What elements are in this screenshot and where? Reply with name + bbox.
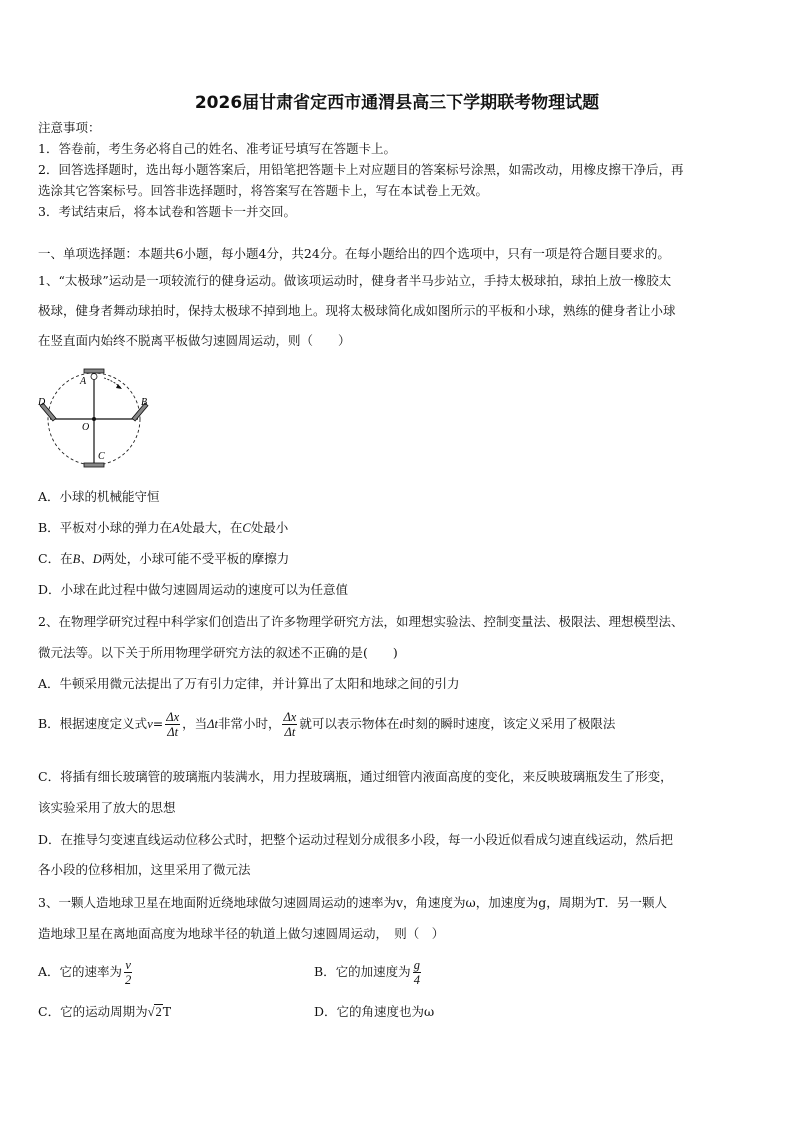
notice-item: 1．答卷前，考生务必将自己的姓名、准考证号填写在答题卡上。 [38,141,396,156]
label-d: D [38,397,46,408]
question-2-text: 微元法等。以下关于所用物理学研究方法的叙述不正确的是( ) [38,645,398,660]
question-1-text: 1、“太极球”运动是一项较流行的健身运动。做该项运动时，健身者半马步站立，手持太极球拍，球拍上放一橡胶太 [38,273,672,288]
question-3-text: 造地球卫星在离地面高度为地球半径的轨道上做匀速圆周运动， 则（ ） [38,926,445,941]
question-1-text: 极球，健身者舞动球拍时，保持太极球不掉到地上。现将太极球简化成如图所示的平板和小球，熟练的健身者让小球 [38,303,676,318]
q2-option-d: 各小段的位移相加，这里采用了微元法 [38,862,251,877]
center-point [92,417,96,421]
q1-option-b: B．平板对小球的弹力在A处最大，在C处最小 [38,520,289,535]
ball [91,374,97,380]
label-o: O [82,422,90,433]
speed-fraction: $\frac{v}{2}$ [125,958,132,987]
acceleration-fraction: $\frac{g}{4}$ [413,958,420,987]
q1-option-c: C．在B、D两处，小球可能不受平板的摩擦力 [38,551,290,566]
q1-option-a: A．小球的机械能守恒 [38,489,160,504]
section-heading: 一、单项选择题：本题共6小题，每小题4分，共24分。在每小题给出的四个选项中，只有一项是符合题目要求的。 [38,246,670,261]
q2-option-c: 该实验采用了放大的思想 [38,800,176,815]
question-2-text: 2、在物理学研究过程中科学家们创造出了许多物理学研究方法，如理想实验法、控制变量法、极限法、理想模型法、 [38,614,684,629]
q3-option-c: C．它的运动周期为√2T [38,1004,172,1019]
label-b: B [141,397,148,408]
paddle-bottom [84,463,104,467]
paddle-top [84,369,104,373]
label-a: A [80,376,87,387]
taiji-ball-diagram [34,364,164,476]
label-c: C [98,451,105,462]
notice-heading: 注意事项： [38,120,101,135]
notice-item: 选涂其它答案标号。回答非选择题时，将答案写在答题卡上，写在本试卷上无效。 [38,183,489,198]
q3-option-b: B．它的加速度为 $\frac{g}{4}$ [314,958,420,987]
q2-option-d: D．在推导匀变速直线运动位移公式时，把整个运动过程划分成很多小段，每一小段近似看成匀速直线运动，然后把 [38,832,674,847]
q2-option-b: B．根据速度定义式v= $\frac{\Delta x}{\Delta t}$ ，当Δt非常小时， $\frac{\Delta x}{\Delta t}$ 就可以表示物体在t时刻的瞬时速度，该定义采用了极限法 [38,710,616,739]
velocity-fraction: $\frac{\Delta x}{\Delta t}$ [283,710,297,739]
sqrt-expression: √2 [147,1005,162,1019]
q3-option-d: D．它的角速度也为ω [314,1004,435,1019]
q2-option-c: C．将插有细长玻璃管的玻璃瓶内装满水，用力捏玻璃瓶，通过细管内液面高度的变化，来反映玻璃瓶发生了形变， [38,769,673,784]
question-3-text: 3、一颗人造地球卫星在地面附近绕地球做匀速圆周运动的速率为v，角速度为ω，加速度为g，周期为T．另一颗人 [38,895,668,910]
page-title: 2026届甘肃省定西市通渭县高三下学期联考物理试题 [194,93,600,113]
question-1-text: 在竖直面内始终不脱离平板做匀速圆周运动，则（ ） [38,333,351,348]
velocity-fraction: $\frac{\Delta x}{\Delta t}$ [166,710,180,739]
q2-option-a: A．牛顿采用微元法提出了万有引力定律，并计算出了太阳和地球之间的引力 [38,676,460,691]
notice-item: 2．回答选择题时，选出每小题答案后，用铅笔把答题卡上对应题目的答案标号涂黑，如需改动，用橡皮擦干净后，再 [38,162,684,177]
notice-item: 3．考试结束后，将本试卷和答题卡一并交回。 [38,204,296,219]
q1-option-d: D．小球在此过程中做匀速圆周运动的速度可以为任意值 [38,582,349,597]
q3-option-a: A．它的速率为 $\frac{v}{2}$ [38,958,132,987]
